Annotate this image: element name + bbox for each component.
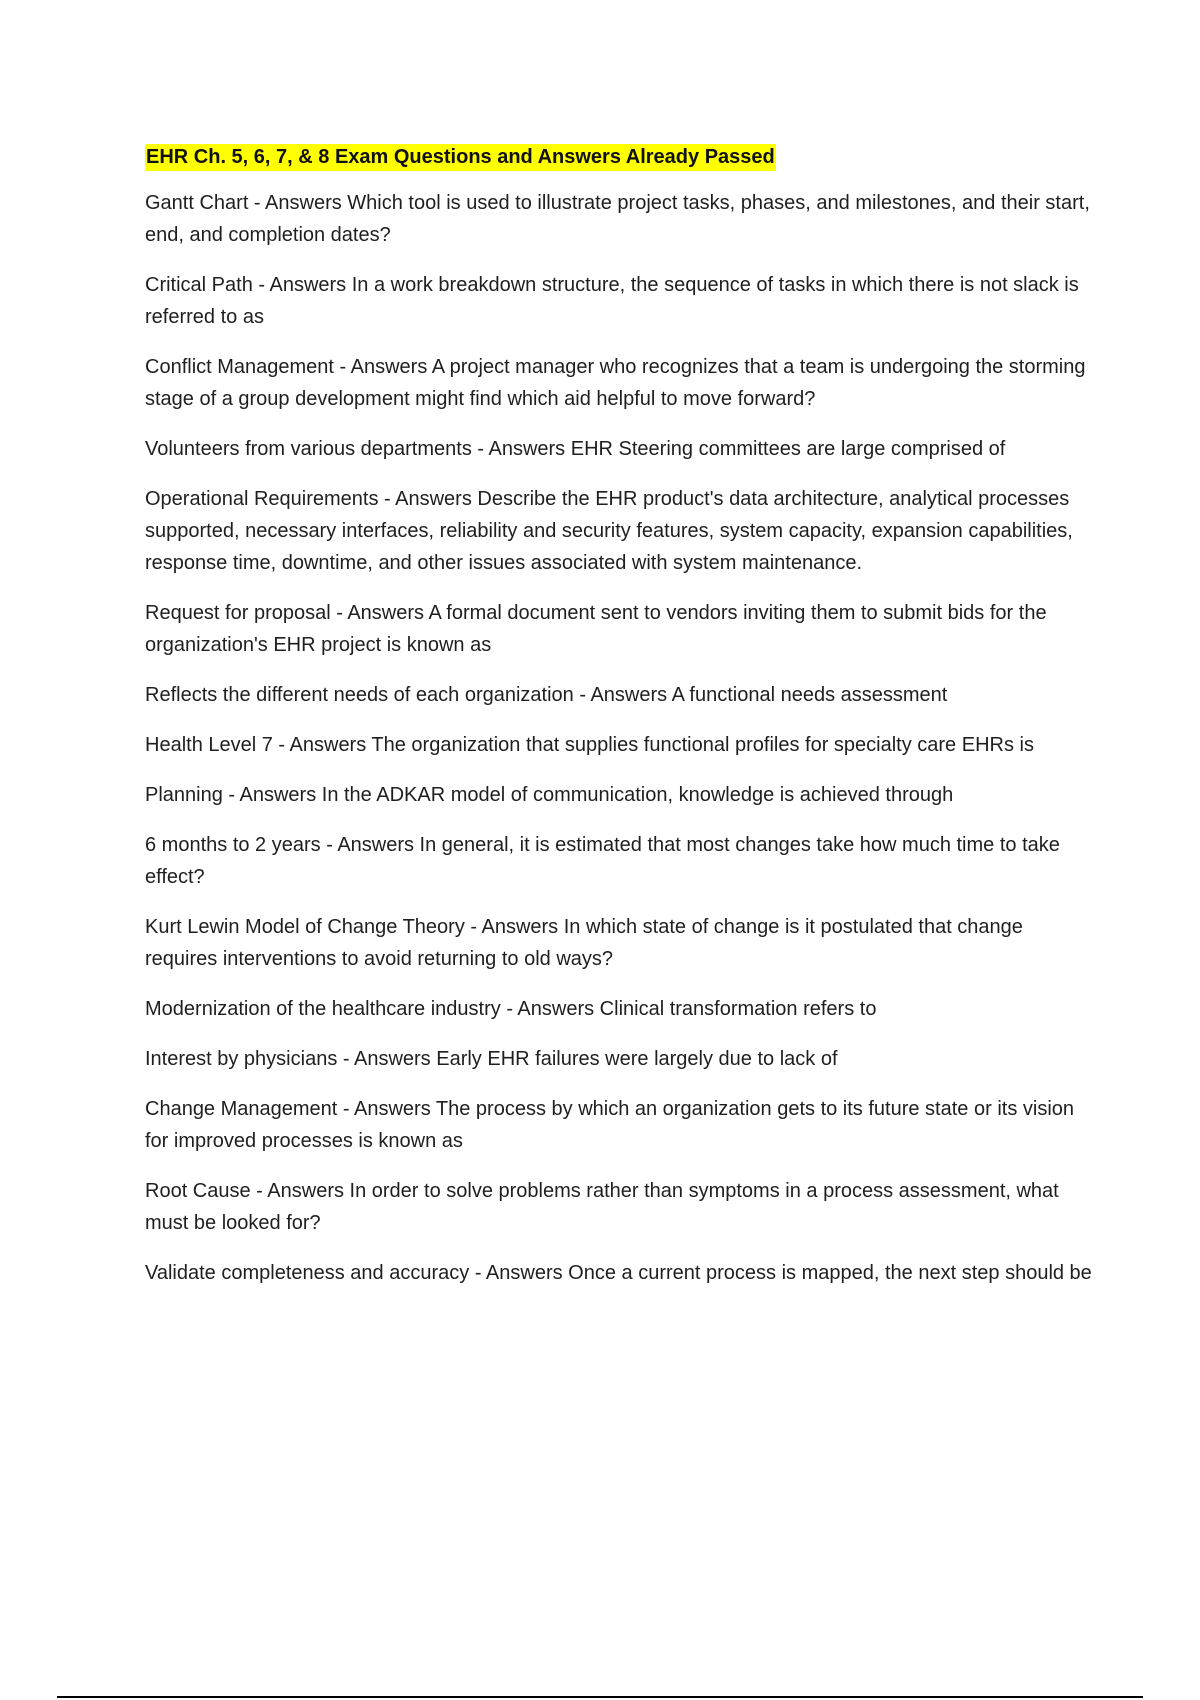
qa-item: Volunteers from various departments - Answers EHR Steering committees are large comprised of <box>145 438 1006 460</box>
qa-item: Gantt Chart - Answers Which tool is used to illustrate project tasks, phases, and milestones, and their start, end, and completion dates? <box>145 192 1090 246</box>
qa-item: Interest by physicians - Answers Early EHR failures were largely due to lack of <box>145 1048 838 1070</box>
document-title: EHR Ch. 5, 6, 7, & 8 Exam Questions and Answers Already Passed <box>145 144 776 171</box>
document-page <box>145 144 1095 1307</box>
qa-item: Critical Path - Answers In a work breakdown structure, the sequence of tasks in which there is not slack is referred to as <box>145 274 1079 328</box>
qa-item: Reflects the different needs of each organization - Answers A functional needs assessment <box>145 684 948 706</box>
qa-item: Root Cause - Answers In order to solve problems rather than symptoms in a process assessment, what must be looked for? <box>145 1180 1059 1234</box>
footer-divider <box>57 1696 1143 1698</box>
qa-item: Health Level 7 - Answers The organization that supplies functional profiles for specialty care EHRs is <box>145 734 1034 756</box>
qa-item: Modernization of the healthcare industry - Answers Clinical transformation refers to <box>145 998 877 1020</box>
qa-item: Validate completeness and accuracy - Answers Once a current process is mapped, the next step should be <box>145 1262 1092 1284</box>
qa-item: Conflict Management - Answers A project manager who recognizes that a team is undergoing the storming stage of a group development might find which aid helpful to move forward? <box>145 356 1086 410</box>
qa-item: Request for proposal - Answers A formal document sent to vendors inviting them to submit bids for the organization's EHR project is known as <box>145 602 1047 656</box>
qa-item: Change Management - Answers The process by which an organization gets to its future state or its vision for improved processes is known as <box>145 1098 1075 1152</box>
qa-item: Planning - Answers In the ADKAR model of communication, knowledge is achieved through <box>145 784 954 806</box>
qa-item: Operational Requirements - Answers Describe the EHR product's data architecture, analytical processes supported, necessary interfaces, reliability and security features, system capacity, expansion capabilities, response time, downtime, and other issues associated with system maintenance. <box>145 488 1073 574</box>
qa-item: Kurt Lewin Model of Change Theory - Answers In which state of change is it postulated that change requires interventions to avoid returning to old ways? <box>145 916 1023 970</box>
qa-item: 6 months to 2 years - Answers In general, it is estimated that most changes take how much time to take effect? <box>145 834 1060 888</box>
